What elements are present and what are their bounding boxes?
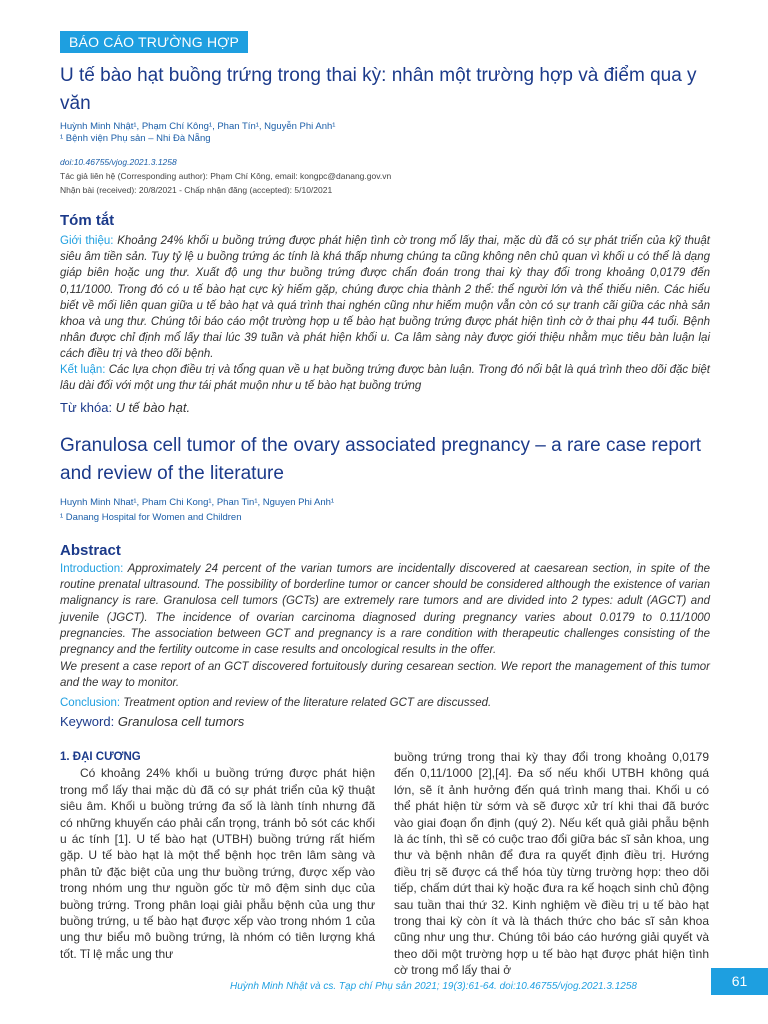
conclusion-text-vi: Các lựa chọn điều trị và tổng quan về u hạt buồng trứng được bàn luận. Trong đó nổi bật là quá trình theo dõi đặc biệt lâu dài đối với một ung thư tái phát muộn như u tế bào hạt buồng trứng (60, 364, 710, 393)
doi-link[interactable]: doi:10.46755/vjog.2021.3.1258 (60, 157, 177, 167)
abstract-heading-en: Abstract (60, 542, 121, 559)
conclusion-label-vi: Kết luận: (60, 364, 106, 376)
footer-citation: Huỳnh Minh Nhật và cs. Tạp chí Phụ sản 2021; 19(3):61-64. doi:10.46755/vjog.2021.3.1258 (230, 981, 637, 992)
authors-en: Huynh Minh Nhat¹, Pham Chi Kong¹, Phan Tin¹, Nguyen Phi Anh¹ (60, 497, 335, 508)
section-heading-introduction: 1. ĐẠI CƯƠNG (60, 751, 141, 763)
keywords-vi (60, 399, 190, 417)
received-accepted-dates: Nhận bài (received): 20/8/2021 - Chấp nhận đăng (accepted): 5/10/2021 (60, 185, 333, 195)
abstract-conclusion-vi (60, 362, 710, 394)
keywords-label-en: Keyword: (60, 714, 115, 729)
abstract-heading-vi: Tóm tắt (60, 212, 115, 229)
page-number: 61 (711, 968, 768, 995)
keywords-value-en: Granulosa cell tumors (114, 714, 245, 729)
body-column-right (394, 749, 709, 979)
intro-label-en: Introduction: (60, 563, 124, 575)
article-type-badge: BÁO CÁO TRƯỜNG HỢP (60, 31, 248, 53)
body-text-left: Có khoảng 24% khối u buồng trứng được phát hiện trong mổ lấy thai mặc dù đã có sự phát triển của kỹ thuật siêu âm. Khối u buồng trứng đa số là lành tính nhưng đã có những khuyến cáo phải cẩn trọng, tránh bỏ sót các khối u ác tính [1]. U tế bào hạt (UTBH) buồng trứng rất hiếm gặp. U tế bào hạt là một thể bệnh học trên lâm sàng và phân tử đặc biệt của ung thư buồng trứng, được xếp vào trong nhóm ung thư nguồn gốc từ mô đệm sinh dục của buồng trứng. Trong phân loại giải phẫu bệnh của ung thư buồng trứng, u tế bào hạt được xếp vào trong nhóm 1 của ung thư biểu mô buồng trứng, là nhóm có tiên lượng khá tốt. Tỉ lệ mắc ung thư (60, 766, 375, 961)
intro-text-vi: Khoảng 24% khối u buồng trứng được phát hiện tình cờ trong mổ lấy thai, mặc dù đã có sự phát triển của kỹ thuật siêu âm tiền sản. Tuy tỷ lệ u buồng trứng ác tính là khá thấp nhưng chúng ta cũng không nên chủ quan vì khối u có thể là dạng giáp biên hoặc ung thư. Xuất độ ung thư buồng trứng được chẩn đoán trong thai kỳ thay đổi trong khoảng 0,0179 đến 0,11/1000. Trong đó có u tế bào hạt cực kỳ hiếm gặp, chúng được chia thành 2 thể: thể người lớn và thể thiếu niên. Các hiểu biết về mối liên quan giữa u tế bào hạt và quá trình thai nghén cũng như hiếm muộn vẫn còn có sự tranh cãi giữa các nhà sản khoa và ung thư. Chúng tôi báo cáo một trường hợp u tế bào hạt buồng trứng được phát hiện tình cờ ở thai phụ 44 tuổi. Bệnh nhân được chỉ định mổ lấy thai lúc 39 tuần và phát hiện khối u. Ca lâm sàng này được giới thiệu nhằm mục tiêu bàn luận lại cách điều trị và theo dõi bệnh. (60, 235, 710, 361)
keywords-en (60, 713, 244, 731)
abstract-conclusion-en (60, 695, 710, 711)
conclusion-text-en: Treatment option and review of the literature related GCT are discussed. (120, 697, 492, 709)
affiliation-vi: ¹ Bệnh viện Phụ sản – Nhi Đà Nẵng (60, 133, 211, 144)
intro-label-vi: Giới thiệu: (60, 235, 114, 247)
keywords-value-vi: U tế bào hạt. (112, 400, 191, 415)
conclusion-label-en: Conclusion: (60, 697, 121, 709)
article-title-vi: U tế bào hạt buồng trứng trong thai kỳ: nhân một trường hợp và điểm qua y văn (60, 65, 697, 114)
body-text-right: buồng trứng trong thai kỳ thay đổi trong khoảng 0,0179 đến 0,11/1000 [2],[4]. Đa số nếu khối UTBH không quá lớn, sẽ ít ảnh hưởng đến quá trình mang thai. Khối u có thể phát hiện từ sớm và sẽ được xử trí khi thai đã bước vào giai đoạn ổn định (quý 2). Nếu kết quả giải phẫu bệnh là ác tính, thì sẽ có cuộc trao đổi giữa bác sĩ sản khoa, ung thư và bệnh nhân để đưa ra quyết định điều trị. Hướng điều trị sẽ được cá thể hóa tùy từng trường hợp: theo dõi tiếp, chấm dứt thai kỳ hoặc đưa ra kế hoạch sinh chủ động sau tuần thai thứ 32. Kinh nghiệm về điều trị u tế bào hạt trong thai kỳ còn ít và là thách thức cho bác sĩ sản khoa cũng như ung thư. Chúng tôi báo cáo hướng giải quyết và theo dõi một trường hợp u tế bào hạt được phát hiện tình cờ trong mổ lấy thai ở (394, 750, 709, 978)
authors-vi: Huỳnh Minh Nhật¹, Phạm Chí Kông¹, Phan Tín¹, Nguyễn Phi Anh¹ (60, 121, 336, 132)
corresponding-author: Tác giả liên hệ (Corresponding author): Phạm Chí Kông, email: kongpc@danang.gov.vn (60, 171, 392, 181)
article-title-en: Granulosa cell tumor of the ovary associated pregnancy – a rare case report and review of the literature (60, 435, 702, 484)
affiliation-en: ¹ Danang Hospital for Women and Children (60, 512, 242, 523)
keywords-label-vi: Từ khóa: (60, 400, 113, 415)
abstract-case-en: We present a case report of an GCT discovered fortuitously during cesarean section. We report the management of this tumor and the way to monitor. (60, 661, 710, 690)
abstract-intro-vi (60, 233, 710, 363)
body-column-left (60, 749, 375, 962)
abstract-intro-en (60, 561, 710, 658)
intro-text-en: Approximately 24 percent of the varian tumors are incidentally discovered at caesarean section, in spite of the routine prenatal ultrasound. The possibility of borderline tumor or cancer should be considered although the existence of varian malignancy is rare. Granulosa cell tumors (GCTs) are extremely rare tumors and are divided into 2 types: adult (AGCT) and juvenile (JGCT). The incidence of ovarian carcinoma diagnosed during pregnancy varies about 0.0179 to 0.11/1000 pregnancies. The association between GCT and pregnancy is a rare condition with therapeutic challenges consisting of the pregnancy and the fertility outcome in case results and oncological results in the offer. (60, 563, 710, 657)
